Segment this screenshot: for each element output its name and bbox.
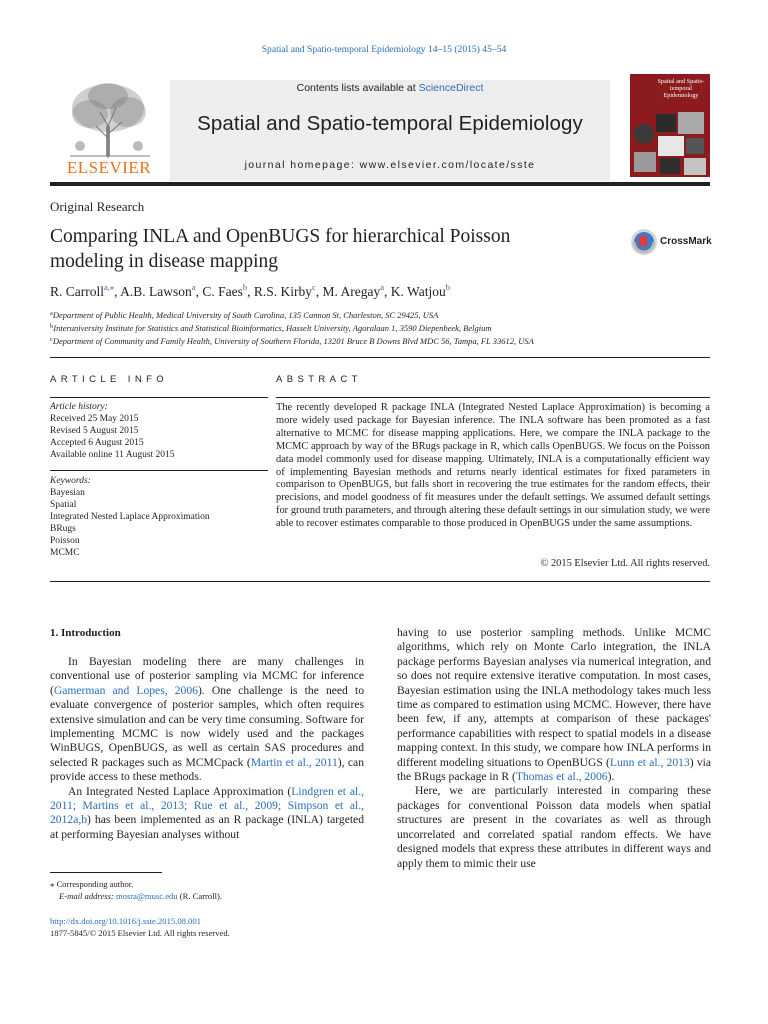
journal-homepage-link[interactable]: journal homepage: www.elsevier.com/locate/sste bbox=[244, 159, 536, 171]
cover-title: Spatial and Spatio-temporal Epidemiology bbox=[657, 78, 705, 99]
keyword-item: Poisson bbox=[50, 536, 80, 546]
citation-link[interactable]: Gamerman and Lopes, 2006 bbox=[53, 683, 198, 697]
affiliation-mark: c bbox=[50, 336, 53, 343]
author-affiliation-mark[interactable]: a bbox=[191, 282, 196, 292]
cover-artwork bbox=[630, 112, 710, 177]
elsevier-wordmark: ELSEVIER bbox=[66, 158, 152, 177]
keyword-item: MCMC bbox=[50, 548, 80, 558]
body-text: Here, we are particularly interested in comparing these packages for conventional Poisson data models when spatial structures are present in the covariates as well as through uncorrelated and correlated spatial random effects. We have designed models that express these attributes in different ways and apply them to mimic their use bbox=[397, 784, 711, 870]
body-paragraph bbox=[50, 785, 364, 843]
author-affiliation-mark[interactable]: b bbox=[445, 282, 450, 292]
affiliation-item bbox=[50, 321, 710, 334]
keyword-item: BRugs bbox=[50, 524, 76, 534]
body-text: ) via the BRugs package in R ( bbox=[397, 755, 711, 784]
history-accepted: Accepted 6 August 2015 bbox=[50, 438, 144, 448]
author-name[interactable]: M. Aregay bbox=[322, 284, 381, 299]
sciencedirect-link[interactable]: ScienceDirect bbox=[418, 82, 484, 94]
journal-title: Spatial and Spatio-temporal Epidemiology bbox=[197, 112, 583, 135]
keywords-label: Keywords: bbox=[50, 476, 91, 486]
keywords-rule bbox=[50, 470, 268, 471]
affiliation-item bbox=[50, 334, 710, 347]
author-affiliation-mark[interactable]: a bbox=[380, 282, 385, 292]
author-name[interactable]: K. Watjou bbox=[390, 284, 446, 299]
author-name[interactable]: C. Faes bbox=[202, 284, 243, 299]
footnote-rule bbox=[50, 872, 162, 873]
article-title: Comparing INLA and OpenBUGS for hierarchical Poisson modeling in disease mapping bbox=[50, 226, 511, 272]
corresponding-author-note bbox=[50, 878, 380, 890]
body-column-right bbox=[397, 626, 711, 871]
article-type: Original Research bbox=[50, 199, 145, 214]
affiliation-mark: a bbox=[50, 310, 53, 317]
body-paragraph bbox=[397, 784, 711, 870]
affiliation-mark: b bbox=[50, 323, 54, 330]
elsevier-tree-icon bbox=[50, 78, 168, 160]
body-text: ). One challenge is the need to evaluate convergence of posterior samples, which often requires extensive simulation and can be very time consuming. Software for implementing MCMC is now widely used and the packages WinBUGS, OpenBUGS, as well as certain SAS procedures and selected R packages such as MCMCpack ( bbox=[50, 683, 365, 769]
affiliation-text: Interuniversity Institute for Statistics and Statistical Bioinformatics, Hasselt University, Agoralaan 1, 3590 Diepenbeek, Belgium bbox=[53, 323, 492, 333]
body-paragraph bbox=[50, 655, 364, 785]
article-info-heading: ARTICLE INFO bbox=[50, 374, 169, 385]
keyword-item: Spatial bbox=[50, 500, 77, 510]
crossmark-badge[interactable] bbox=[630, 228, 712, 256]
crossmark-icon bbox=[630, 228, 658, 256]
author-separator: , bbox=[247, 284, 254, 299]
elsevier-logo[interactable] bbox=[50, 78, 168, 182]
corresponding-text: Corresponding author. bbox=[56, 879, 134, 889]
header-rule bbox=[50, 357, 710, 358]
email-link[interactable]: mosra@musc.edu bbox=[115, 891, 178, 901]
affiliation-item bbox=[50, 308, 710, 321]
doi-link[interactable]: http://dx.doi.org/10.1016/j.sste.2015.08.001 bbox=[50, 916, 201, 926]
contents-availability bbox=[170, 82, 610, 94]
abstract-copyright: © 2015 Elsevier Ltd. All rights reserved. bbox=[540, 558, 710, 569]
history-online: Available online 11 August 2015 bbox=[50, 450, 175, 460]
journal-banner bbox=[170, 80, 610, 181]
body-column-left bbox=[50, 655, 364, 842]
body-text: ). bbox=[607, 770, 615, 784]
history-received: Received 25 May 2015 bbox=[50, 414, 139, 424]
author-list bbox=[50, 282, 710, 300]
citation-link[interactable]: Martin et al., 2011 bbox=[250, 755, 338, 769]
citation-link[interactable]: Lindgren et al., 2011; Martins et al., 2013; Rue et al., 2009; Simpson et al., 2012a,b bbox=[50, 784, 364, 827]
citation-link[interactable]: Thomas et al., 2006 bbox=[515, 770, 608, 784]
contents-prefix: Contents lists available at bbox=[296, 82, 419, 94]
affiliation-text: Department of Public Health, Medical University of South Carolina, 135 Cannon St, Charleston, SC 29425, USA bbox=[52, 310, 439, 320]
citation-link[interactable]: Lunn et al., 2013 bbox=[609, 755, 690, 769]
keyword-item: Integrated Nested Laplace Approximation bbox=[50, 512, 210, 522]
author-separator: , bbox=[384, 284, 391, 299]
abstract-text: The recently developed R package INLA (Integrated Nested Laplace Approximation) is becoming a more widely used package for Bayesian inference. The INLA software has been promoted as a fast alternative to MCMC for disease mapping applications. Here, we compare the INLA package to the MCMC approach by way of the BRugs package in R, which calls OpenBUGS. We focus on the Poisson data model commonly used for disease mapping. Ultimately, INLA is a computationally efficient way of implementing Bayesian methods and returns nearly identical estimates for fixed parameters in comparison to OpenBUGS, but falls short in recovering the true estimates for the random effects, their precisions, and model goodness of fit measures under the default settings. We assumed default settings for ground truth parameters, and through altering these default settings in our simulation study, we were able to recover estimates comparable to those produced in OpenBUGS under the same assumptions. bbox=[276, 402, 710, 530]
masthead-rule bbox=[50, 182, 710, 186]
section-heading-introduction: 1. Introduction bbox=[50, 627, 121, 639]
abstract-rule bbox=[276, 397, 710, 398]
author-name[interactable]: R.S. Kirby bbox=[253, 284, 312, 299]
author-separator: , bbox=[195, 284, 203, 299]
footnotes bbox=[50, 878, 380, 902]
author-affiliation-mark[interactable]: a,⁎ bbox=[104, 282, 115, 292]
article-info-rule bbox=[50, 397, 268, 398]
journal-citation[interactable]: Spatial and Spatio-temporal Epidemiology 14–15 (2015) 45–54 bbox=[261, 44, 507, 55]
body-paragraph bbox=[397, 626, 711, 784]
author-separator: , bbox=[114, 284, 121, 299]
keyword-list bbox=[50, 475, 268, 559]
body-text: An Integrated Nested Laplace Approximation ( bbox=[68, 784, 292, 798]
article-history bbox=[50, 401, 268, 461]
keyword-item: Bayesian bbox=[50, 488, 85, 498]
body-text: having to use posterior sampling methods. Unlike MCMC algorithms, which rely on Monte Carlo integration, the INLA package performs Bayesian analyses via numerical integration, and so does not require extensive iterative computation. In most cases, Bayesian estimation using the INLA methodology takes much less time as compared to estimation using MCMC. However, there have been few, if any, attempts at comparison of these packages' performance capabilities with respect to spatial models in a disease mapping context. In this study, we compare how INLA performs in different modeling situations to OpenBUGS ( bbox=[397, 626, 711, 769]
body-text: ) has been implemented as an R package (INLA) targeted at performing Bayesian analyses without bbox=[50, 813, 364, 841]
history-label: Article history: bbox=[50, 402, 108, 412]
abstract-heading: ABSTRACT bbox=[276, 374, 362, 385]
body-text: In Bayesian modeling there are many challenges in conventional use of posterior sampling via MCMC for inference ( bbox=[50, 655, 364, 697]
crossmark-label: CrossMark bbox=[660, 236, 712, 247]
doi-block bbox=[50, 915, 380, 939]
author-name[interactable]: R. Carroll bbox=[50, 284, 104, 299]
author-separator: , bbox=[315, 284, 323, 299]
email-note bbox=[50, 890, 380, 902]
author-name[interactable]: A.B. Lawson bbox=[120, 284, 192, 299]
email-suffix: (R. Carroll). bbox=[177, 891, 223, 901]
body-text: ), can provide access to these methods. bbox=[50, 755, 364, 784]
author-affiliation-mark[interactable]: c bbox=[311, 282, 316, 292]
abstract-bottom-rule bbox=[50, 581, 710, 582]
corresponding-mark: ⁎ bbox=[50, 879, 55, 889]
email-label: E-mail address: bbox=[59, 891, 114, 901]
affiliation-list bbox=[50, 308, 710, 347]
journal-cover-image[interactable] bbox=[630, 74, 710, 177]
issn-copyright: 1877-5845/© 2015 Elsevier Ltd. All rights reserved. bbox=[50, 928, 230, 938]
history-revised: Revised 5 August 2015 bbox=[50, 426, 139, 436]
author-affiliation-mark[interactable]: b bbox=[242, 282, 248, 292]
affiliation-text: Department of Community and Family Health, University of Southern Florida, 13201 Bruce B Downs Blvd MDC 56, Tampa, FL 33612, USA bbox=[52, 336, 534, 346]
